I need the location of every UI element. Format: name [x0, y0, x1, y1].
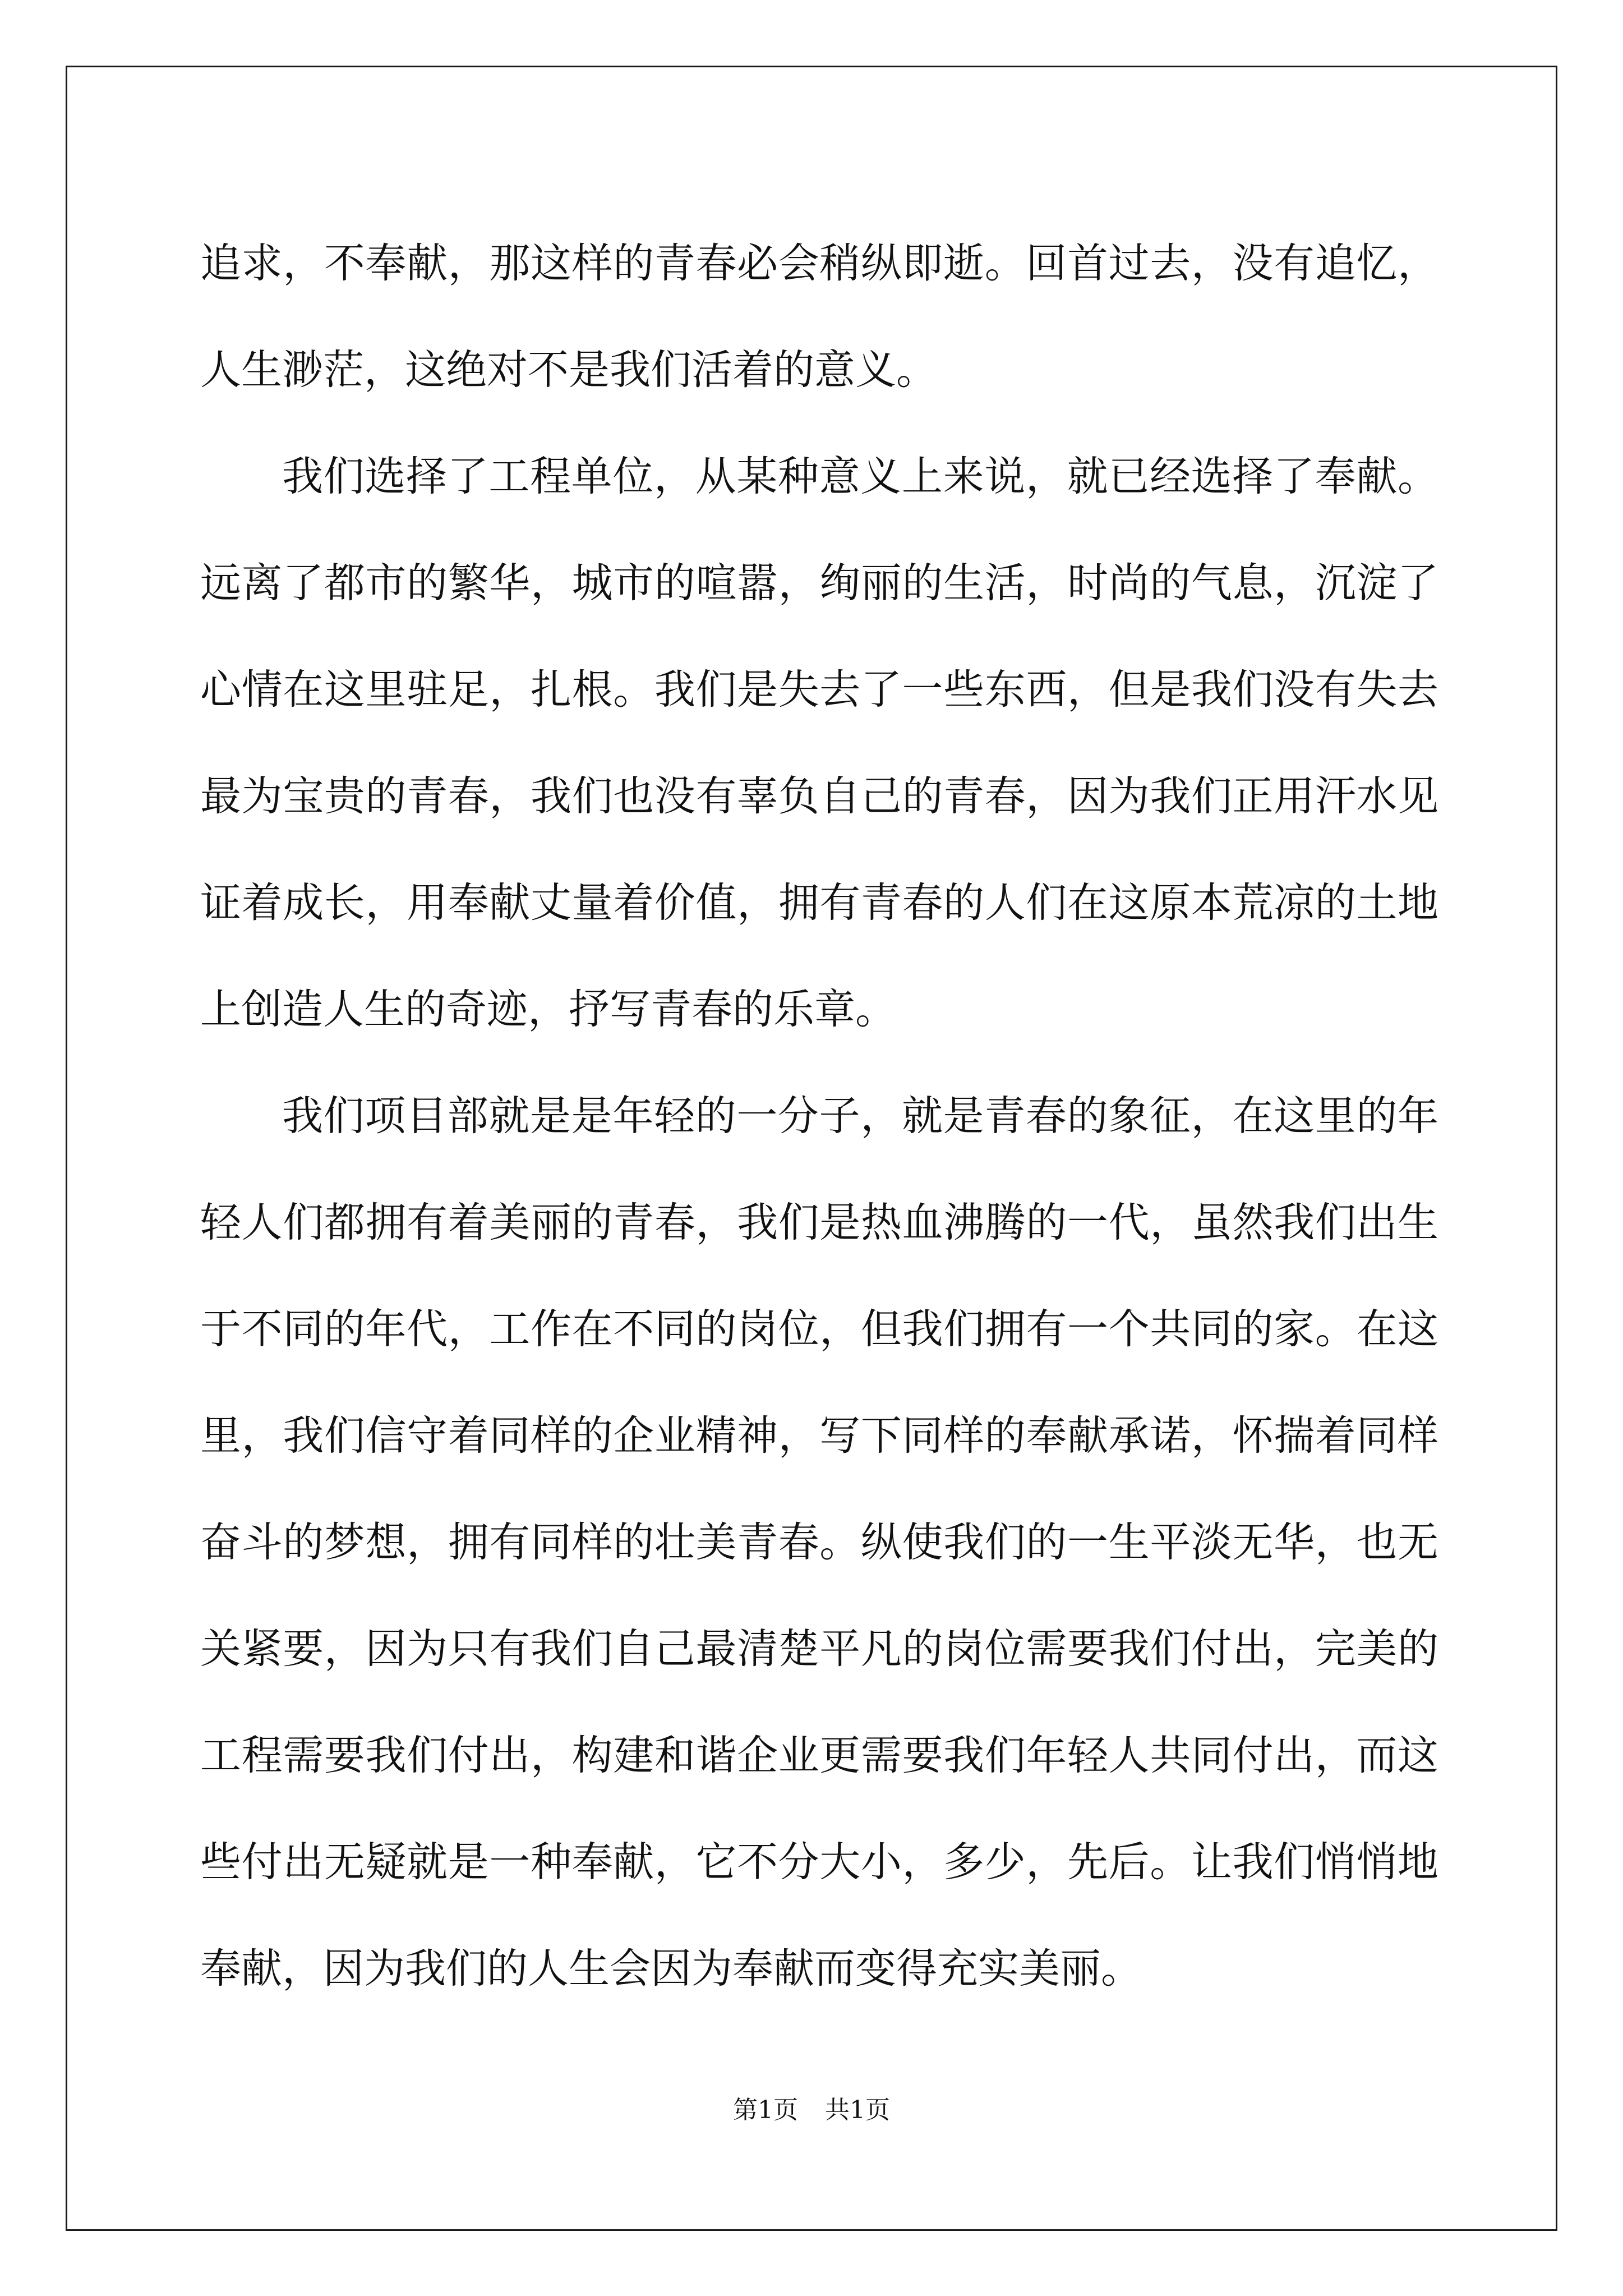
paragraph-3: 我们项目部就是是年轻的一分子，就是青春的象征，在这里的年轻人们都拥有着美丽的青春，我们是热血沸腾的一代，虽然我们出生于不同的年代，工作在不同的岗位，但我们拥有一个共同的家。在这里，我们信守着同样的企业精神，写下同样的奉献承诺，怀揣着同样奋斗的梦想，拥有同样的壮美青春。纵使我们的一生平淡无华，也无关紧要，因为只有我们自己最清楚平凡的岗位需要我们付出，完美的工程需要我们付出，构建和谐企业更需要我们年轻人共同付出，而这些付出无疑就是一种奉献，它不分大小，多少，先后。让我们悄悄地奉献，因为我们的人生会因为奉献而变得充实美丽。 [200, 1092, 1438, 1993]
document-body [200, 210, 1438, 2022]
page-footer [0, 2093, 1623, 2127]
page-total: 共1页 [825, 2096, 890, 2124]
page-number: 第1页 [733, 2096, 798, 2124]
paragraph-1: 追求，不奉献，那这样的青春必会稍纵即逝。回首过去，没有追忆，人生渺茫，这绝对不是我们活着的意义。 [200, 240, 1438, 394]
paragraph-2: 我们选择了工程单位，从某种意义上来说，就已经选择了奉献。远离了都市的繁华，城市的喧嚣，绚丽的生活，时尚的气息，沉淀了心情在这里驻足，扎根。我们是失去了一些东西，但是我们没有失去最为宝贵的青春，我们也没有辜负自己的青春，因为我们正用汗水见证着成长，用奉献丈量着价值，拥有青春的人们在这原本荒凉的土地上创造人生的奇迹，抒写青春的乐章。 [200, 453, 1438, 1033]
